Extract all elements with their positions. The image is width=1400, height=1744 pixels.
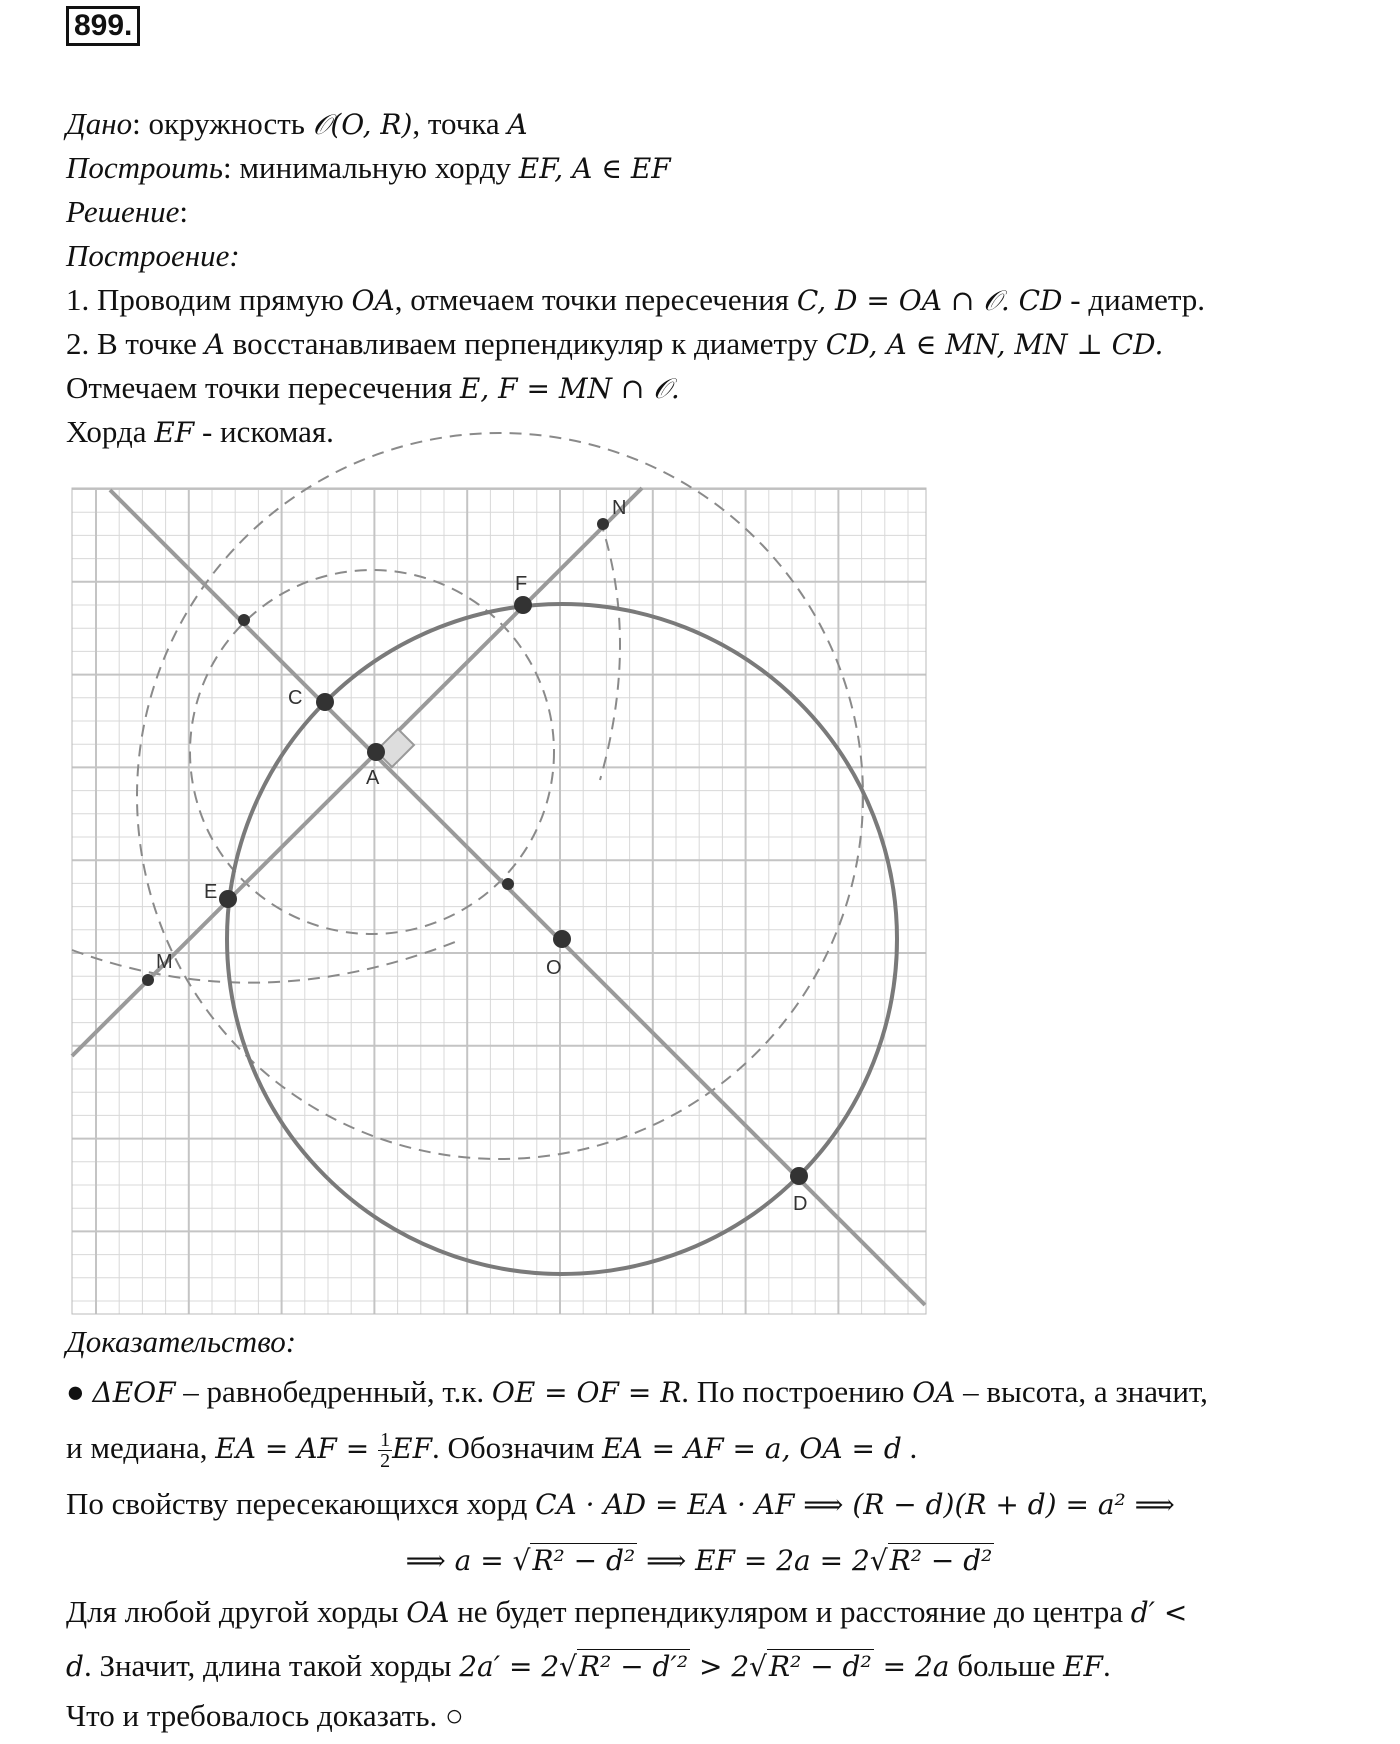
proof-conclusion: Что и требовалось доказать. ○ bbox=[66, 1698, 464, 1733]
proof-line-4: ⟹ a = √R² − d² ⟹ EF = 2a = 2√R² − d² bbox=[405, 1544, 993, 1577]
step-1: 1. Проводим прямую OA, отмечаем точки пересечения C, D = OA ∩ 𝒪. CD - диаметр. bbox=[66, 282, 1206, 317]
proof-heading: Доказательство: bbox=[66, 1324, 297, 1359]
step-3: Отмечаем точки пересечения E, F = MN ∩ 𝒪. bbox=[66, 370, 680, 405]
construction-heading: Построение: bbox=[66, 238, 240, 273]
step-2: 2. В точке A восстанавливаем перпендикуляр к диаметру CD, A ∈ MN, MN ⊥ CD. bbox=[66, 326, 1164, 361]
proof-line-3: По свойству пересекающихся хорд CA · AD = EA · AF ⟹ (R − d)(R + d) = a² ⟹ bbox=[66, 1486, 1175, 1521]
point-aux-mid bbox=[502, 878, 514, 890]
proof-line-5: Для любой другой хорды OA не будет перпендикуляром и расстояние до центра d′ < bbox=[66, 1594, 1188, 1629]
label-O: O bbox=[546, 957, 562, 979]
given-line: Дано: окружность 𝒪(O, R), точка A bbox=[66, 106, 528, 141]
point-C bbox=[316, 693, 334, 711]
point-O bbox=[553, 930, 571, 948]
label-C: C bbox=[288, 687, 303, 709]
solution-line: Решение: bbox=[66, 194, 188, 229]
label-F: F bbox=[515, 573, 528, 595]
point-A bbox=[367, 743, 385, 761]
point-F bbox=[514, 596, 532, 614]
fraction-one-half: $\frac{1}{2}$ bbox=[380, 1429, 391, 1473]
build-line: Построить: минимальную хорду EF, A ∈ EF bbox=[66, 150, 671, 185]
label-M: M bbox=[156, 951, 173, 973]
proof-line-6: d. Значит, длина такой хорды 2a′ = 2√R² − d′² > 2√R² − d² = 2a больше EF. bbox=[66, 1648, 1111, 1683]
label-D: D bbox=[793, 1193, 808, 1215]
label-N: N bbox=[612, 497, 627, 519]
problem-number: 899. bbox=[66, 6, 140, 46]
label-A: A bbox=[366, 767, 380, 789]
point-aux-top bbox=[238, 614, 250, 626]
point-E bbox=[219, 890, 237, 908]
label-E: E bbox=[204, 881, 218, 903]
point-N bbox=[597, 518, 609, 530]
point-M bbox=[142, 974, 154, 986]
proof-line-1: ● ΔEOF – равнобедренный, т.к. OE = OF = R. По построению OA – высота, а значит, bbox=[66, 1374, 1208, 1409]
proof-line-2: и медиана, EA = AF = $\frac{1}{2}$ EF. Обозначим EA = AF = a, OA = d . bbox=[66, 1429, 918, 1473]
step-4: Хорда EF - искомая. bbox=[66, 414, 334, 449]
point-D bbox=[790, 1167, 808, 1185]
